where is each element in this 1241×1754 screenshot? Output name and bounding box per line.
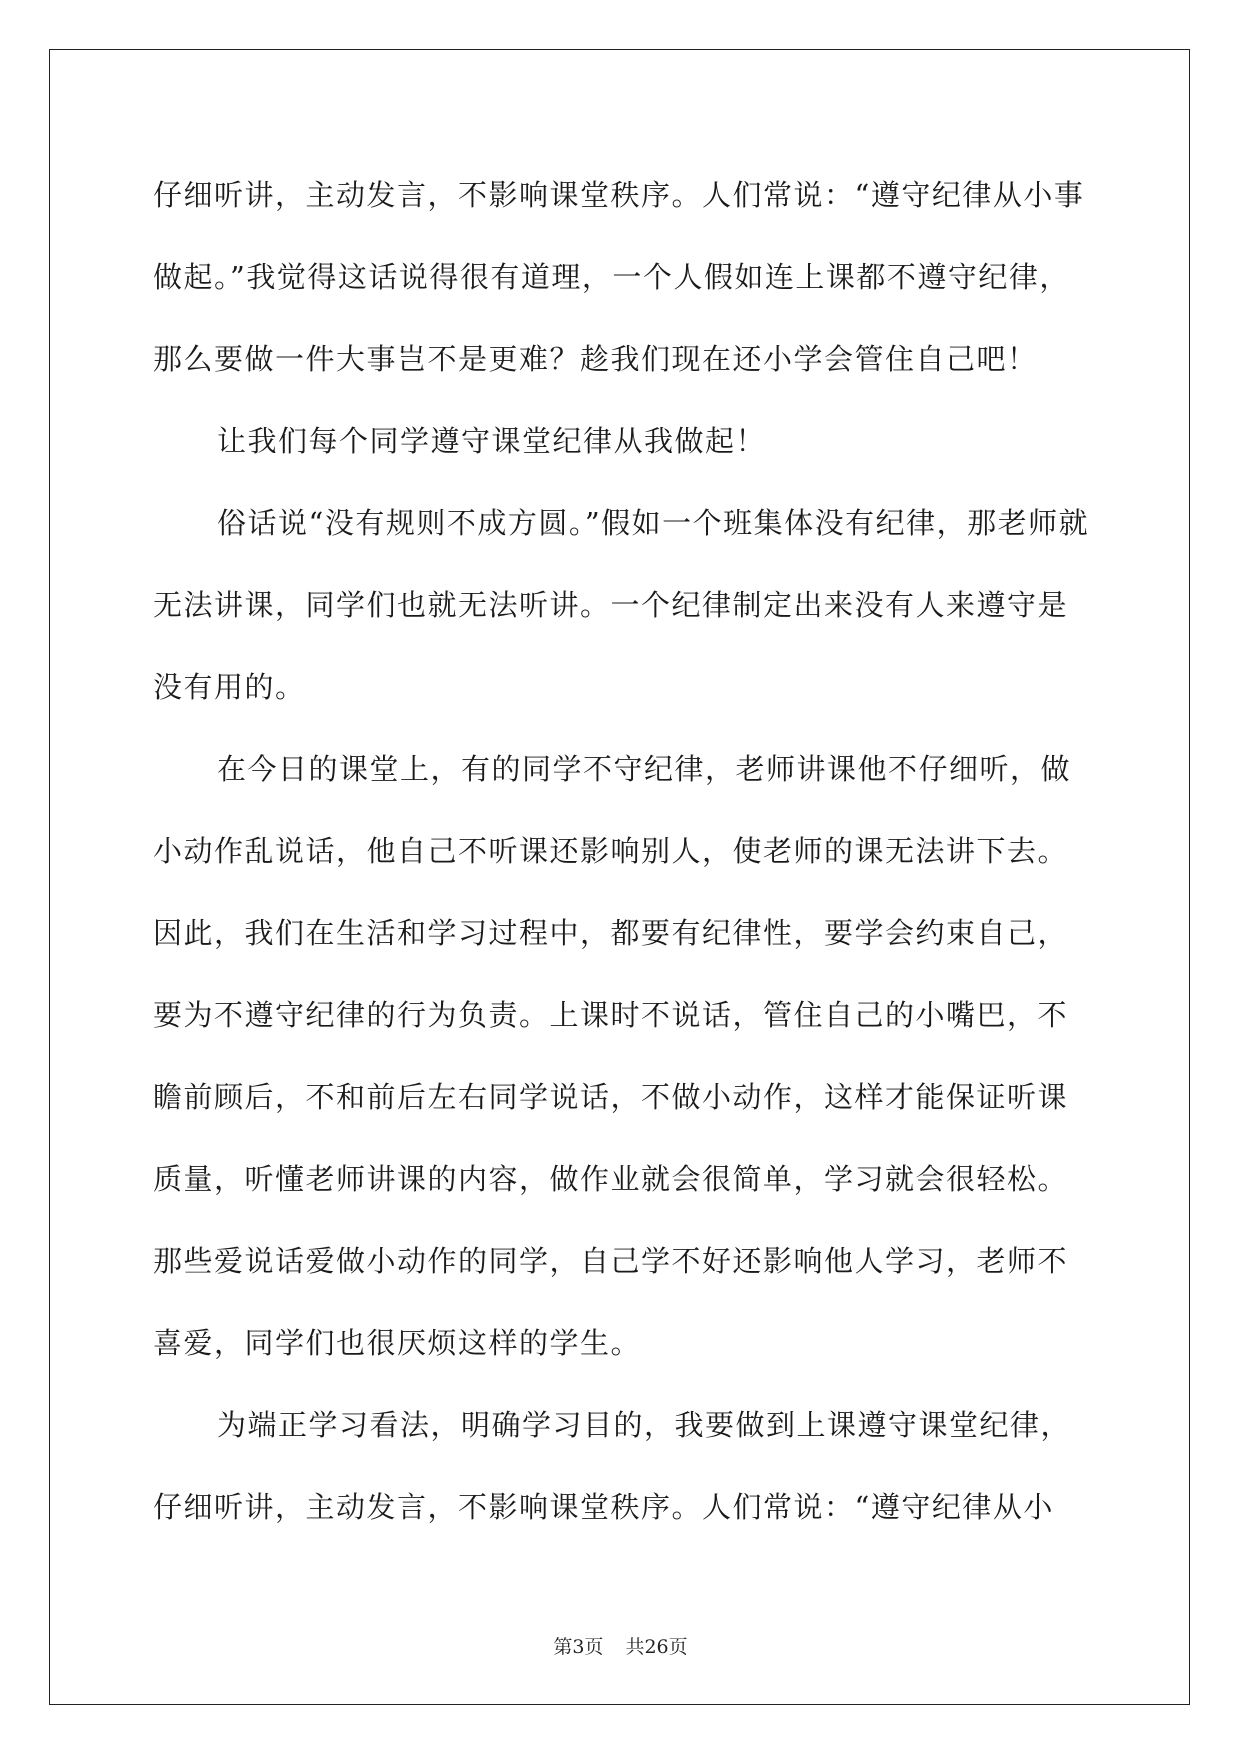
page-total: 共26页 <box>625 1636 688 1658</box>
page-footer <box>0 1632 1241 1659</box>
paragraph-1: 仔细听讲，主动发言，不影响课堂秩序。人们常说：“遵守纪律从小事做起。”我觉得这话说得很有道理，一个人假如连上课都不遵守纪律，那么要做一件大事岂不是更难？趁我们现在还小学会管住自己吧！ <box>153 178 1085 376</box>
paragraph-3: 俗话说“没有规则不成方圆。”假如一个班集体没有纪律，那老师就无法讲课，同学们也就无法听讲。一个纪律制定出来没有人来遵守是没有用的。 <box>153 506 1090 704</box>
document-body <box>153 154 1093 1548</box>
page-number: 第3页 <box>553 1636 604 1658</box>
paragraph-2: 让我们每个同学遵守课堂纪律从我做起！ <box>217 424 767 458</box>
paragraph-5: 为端正学习看法，明确学习目的，我要做到上课遵守课堂纪律，仔细听讲，主动发言，不影响课堂秩序。人们常说：“遵守纪律从小 <box>153 1408 1072 1524</box>
paragraph-4: 在今日的课堂上，有的同学不守纪律，老师讲课他不仔细听，做小动作乱说话，他自己不听课还影响别人，使老师的课无法讲下去。因此，我们在生活和学习过程中，都要有纪律性，要学会约束自己，要为不遵守纪律的行为负责。上课时不说话，管住自己的小嘴巴，不瞻前顾后，不和前后左右同学说话，不做小动作，这样才能保证听课质量，听懂老师讲课的内容，做作业就会很简单，学习就会很轻松。那些爱说话爱做小动作的同学，自己学不好还影响他人学习，老师不喜爱，同学们也很厌烦这样的学生。 <box>153 752 1072 1360</box>
